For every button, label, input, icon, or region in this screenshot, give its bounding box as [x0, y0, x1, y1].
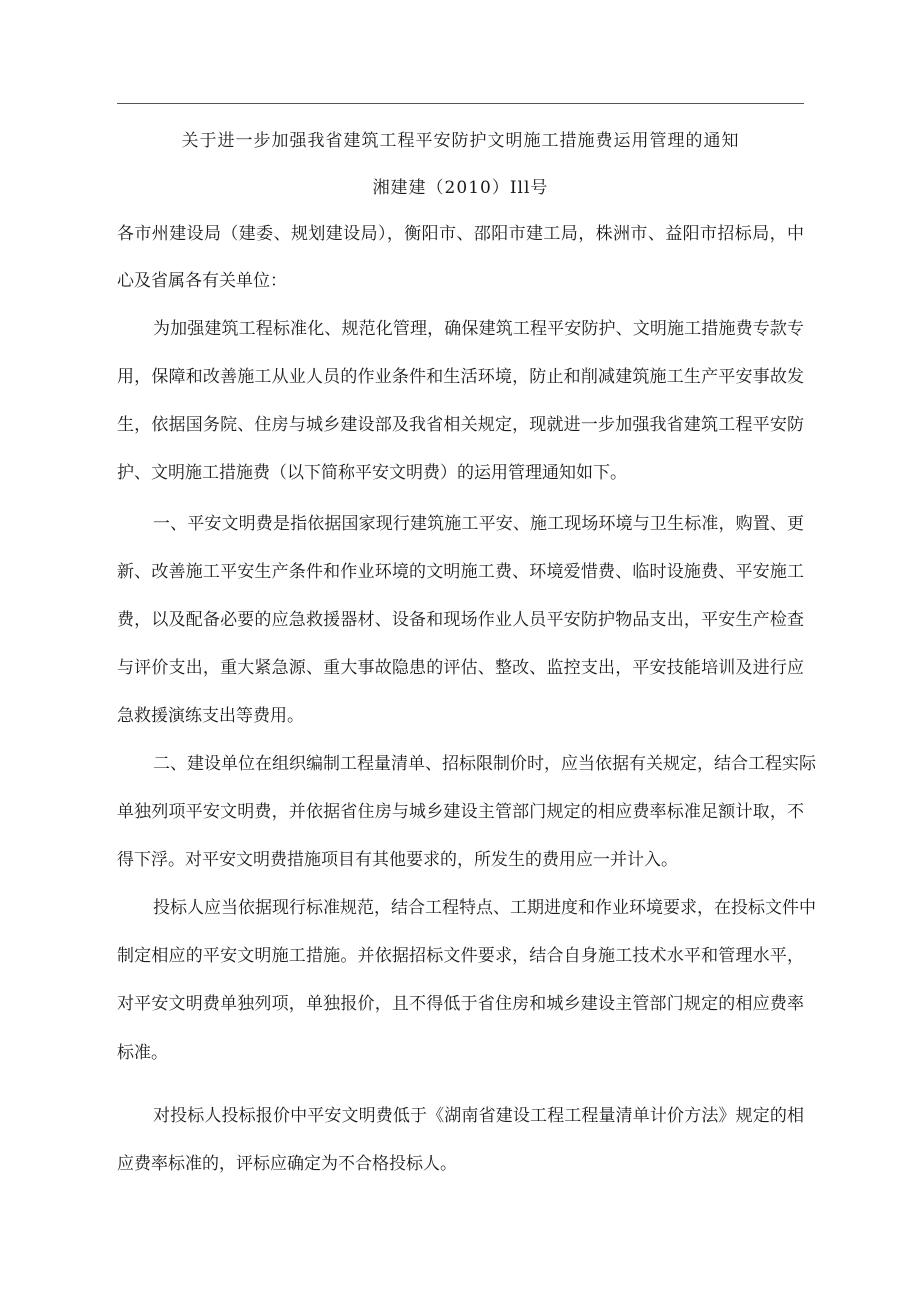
text-line: 制定相应的平安文明施工措施。并依据招标文件要求，结合自身施工技术水平和管理水平，	[117, 946, 804, 966]
text-line: 对平安文明费单独列项，单独报价，且不得低于省住房和城乡建设主管部门规定的相应费率	[117, 994, 804, 1014]
text-line: 新、改善施工平安生产条件和作业环境的文明施工费、环境爱惜费、临时设施费、平安施工	[117, 562, 804, 582]
text-line: 对投标人投标报价中平安文明费低于《湖南省建设工程工程量清单计价方法》规定的相	[153, 1106, 804, 1126]
text-line: 费，以及配备必要的应急救援器材、设备和现场作业人员平安防护物品支出，平安生产检查	[117, 610, 804, 630]
text-line: 用，保障和改善施工从业人员的作业条件和生活环境，防止和削减建筑施工生产平安事故发	[117, 367, 804, 387]
text-line: 得下浮。对平安文明费措施项目有其他要求的，所发生的费用应一并计入。	[117, 850, 678, 870]
text-line: 单独列项平安文明费，并依据省住房与城乡建设主管部门规定的相应费率标准足额计取，不	[117, 802, 804, 822]
header-rule	[117, 103, 804, 104]
document-title: 关于进一步加强我省建筑工程平安防护文明施工措施费运用管理的通知	[181, 131, 740, 151]
document-number: 湘建建（2010）Ill号	[372, 178, 549, 198]
text-line: 急救援演练支出等费用。	[117, 706, 304, 726]
text-line: 标准。	[117, 1043, 168, 1063]
text-line: 护、文明施工措施费（以下简称平安文明费）的运用管理通知如下。	[117, 463, 627, 483]
text-line: 心及省属各有关单位：	[117, 271, 287, 291]
text-line: 应费率标准的，评标应确定为不合格投标人。	[117, 1154, 457, 1174]
text-line: 投标人应当依据现行标准规范，结合工程特点、工期进度和作业环境要求，在投标文件中	[153, 898, 816, 918]
text-line: 为加强建筑工程标准化、规范化管理，确保建筑工程平安防护、文明施工措施费专款专	[153, 319, 804, 339]
text-line: 各市州建设局（建委、规划建设局），衡阳市、邵阳市建工局，株洲市、益阳市招标局，中	[117, 224, 804, 244]
text-line: 生，依据国务院、住房与城乡建设部及我省相关规定，现就进一步加强我省建筑工程平安防	[117, 415, 804, 435]
text-line: 一、平安文明费是指依据国家现行建筑施工平安、施工现场环境与卫生标准，购置、更	[153, 514, 804, 534]
text-line: 与评价支出，重大紧急源、重大事故隐患的评估、整改、监控支出，平安技能培训及进行应	[117, 658, 804, 678]
text-line: 二、建设单位在组织编制工程量清单、招标限制价时，应当依据有关规定，结合工程实际	[153, 754, 816, 774]
